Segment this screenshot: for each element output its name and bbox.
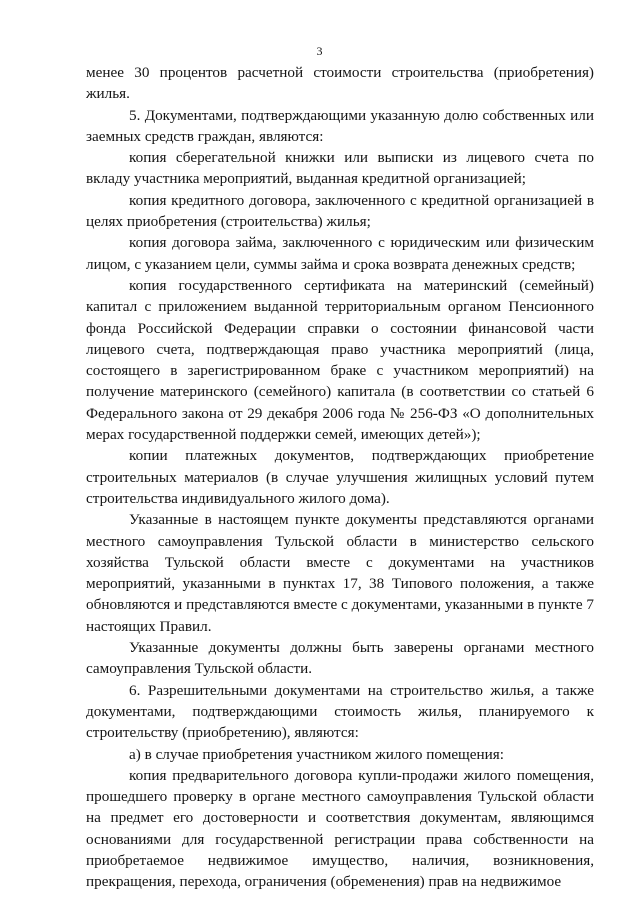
- page-number: 3: [316, 44, 323, 58]
- document-body: [86, 62, 594, 893]
- paragraph: менее 30 процентов расчетной стоимости строительства (приобретения) жилья.: [86, 64, 594, 103]
- paragraph: 5. Документами, подтверждающими указанную долю собственных или заемных средств граждан, являются:: [86, 106, 594, 145]
- paragraph: копия договора займа, заключенного с юридическим или физическим лицом, с указанием цели, суммы займа и срока возврата денежных средств;: [86, 234, 594, 273]
- paragraph: копия предварительного договора купли-продажи жилого помещения, прошедшего проверку в органе местного самоуправления Тульской области на предмет его достоверности и соответствия документам, являющимся основаниями для государственной регистрации права собственности на приобретаемое недвижимое имущество, наличия, возникновения, прекращения, перехода, ограничения (обременения) прав на недвижимое: [86, 766, 594, 891]
- paragraph: копия сберегательной книжки или выписки из лицевого счета по вкладу участника мероприятий, выданная кредитной организацией;: [86, 149, 594, 188]
- paragraph: копия кредитного договора, заключенного с кредитной организацией в целях приобретения (строительства) жилья;: [86, 191, 594, 231]
- paragraph: копия государственного сертификата на материнский (семейный) капитал с приложением выданной территориальным органом Пенсионного фонда Российской Федерации справки о состоянии финансовой части лицевого счета, подтверждающая право участника мероприятий (лица, состоящего в зарегистрированном браке с участником мероприятий) на получение материнского (семейного) капитала (в соответствии со статьей 6 Федерального закона от 29 декабря 2006 года № 256-ФЗ «О дополнительных мерах государственной поддержки семей, имеющих детей»);: [86, 276, 594, 444]
- paragraph: Указанные документы должны быть заверены органами местного самоуправления Тульской области.: [86, 639, 594, 678]
- paragraph: 6. Разрешительными документами на строительство жилья, а также документами, подтверждающими стоимость жилья, планируемого к строительству (приобретению), являются:: [86, 681, 594, 742]
- paragraph: Указанные в настоящем пункте документы представляются органами местного самоуправления Тульской области в министерство сельского хозяйства Тульской области вместе с документами на участников мероприятий, указанными в пунктах 17, 38 Типового положения, а также обновляются и представляются вместе с документами, указанными в пункте 7 настоящих Правил.: [86, 511, 594, 635]
- paragraph: копии платежных документов, подтверждающих приобретение строительных материалов (в случае улучшения жилищных условий путем строительства индивидуального жилого дома).: [86, 447, 594, 507]
- paragraph: а) в случае приобретения участником жилого помещения:: [129, 745, 504, 763]
